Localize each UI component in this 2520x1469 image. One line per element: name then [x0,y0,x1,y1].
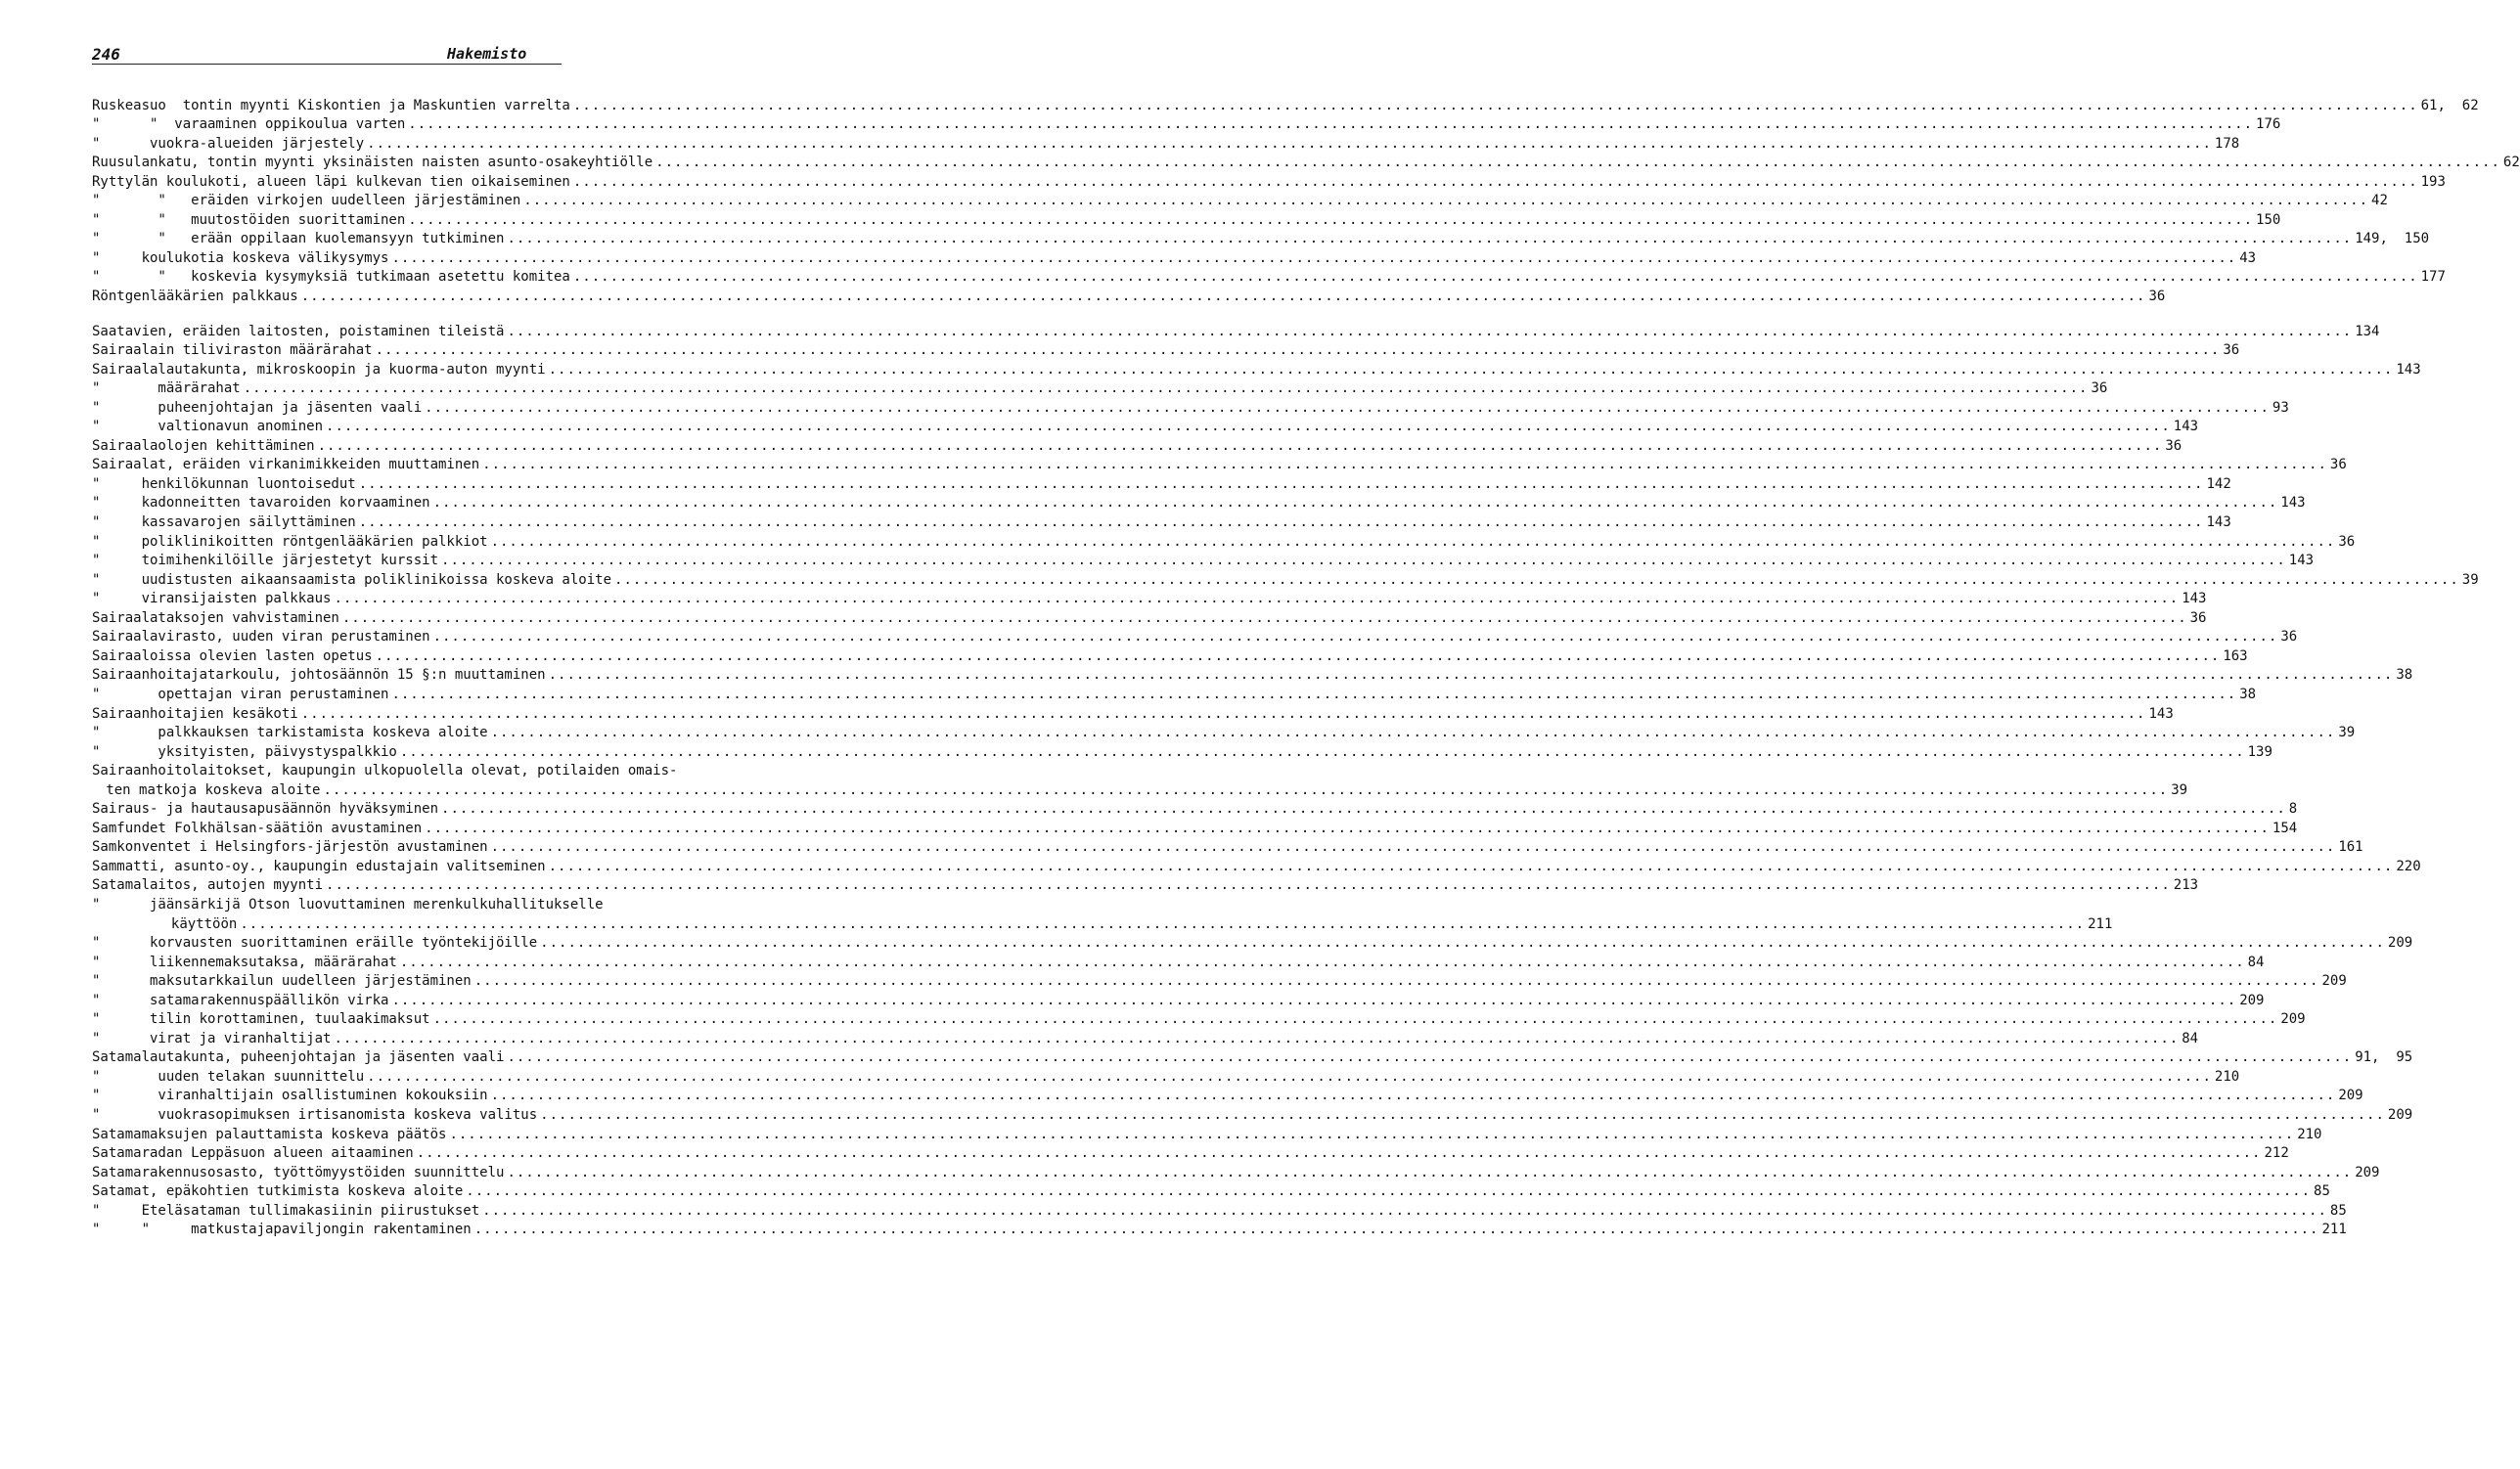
index-entry [92,190,2388,209]
index-entry [92,113,2281,133]
index-entry [92,683,2257,702]
entry-text: käyttöön [170,915,238,932]
entry-text: " " varaaminen oppikoulua varten [92,116,406,133]
leader-dots: ........................................................................................................................................................................................................ [473,973,2319,990]
entry-text: " uuden telakan suunnittelu [92,1068,365,1085]
entry-text: ten matkoja koskeva aloite [106,781,321,798]
leader-dots: ........................................................................................................................................................................................................ [367,135,2212,152]
index-entry [92,208,2281,228]
page-ref: 143 [2396,361,2421,378]
index-entry [92,550,2315,569]
index-entry [92,530,2356,550]
index-entry [92,246,2257,266]
page-ref: 85 [2329,1202,2347,1219]
entry-text: " vuokrasopimuksen irtisanomista koskeva valitus [92,1106,538,1123]
index-entry [92,472,2231,492]
page-ref: 36 [2338,533,2356,550]
entry-text: " kadonneitten tavaroiden korvaaminen [92,495,430,512]
leader-dots: ........................................................................................................................................................................................................ [441,553,2286,569]
leader-dots: ........................................................................................................................................................................................................ [391,686,2237,702]
page-ref: 209 [2355,1164,2380,1180]
leader-dots: ........................................................................................................................................................................................................ [466,1183,2312,1200]
page-ref: 36 [2189,609,2207,626]
page-ref: 61, 62 [2420,97,2479,113]
index-entry [92,951,2265,970]
entry-text: " liikennemaksutaksa, määrärahat [92,954,397,970]
page-ref: 210 [2297,1126,2322,1142]
leader-dots: ........................................................................................................................................................................................................ [507,1049,2353,1066]
page-ref: 209 [2387,1106,2413,1123]
page-ref: 134 [2355,323,2380,339]
entry-text: Sammatti, asunto-oy., kaupungin edustajain valitseminen [92,858,546,874]
page-ref: 38 [2239,686,2257,702]
page-ref: 209 [2321,973,2347,990]
index-entry [92,588,2207,607]
leader-dots: ........................................................................................................................................................................................................ [655,155,2500,171]
entry-text: Sairaanhoitajien kesäkoti [92,705,298,722]
leader-dots: ........................................................................................................................................................................................................ [482,1202,2327,1219]
index-entry [92,645,2248,664]
leader-dots: ........................................................................................................................................................................................................ [367,1068,2212,1085]
leader-dots: ........................................................................................................................................................................................................ [408,211,2254,228]
entry-text: " " eräiden virkojen uudelleen järjestäminen [92,193,521,209]
entry-text: " " matkustajapaviljongin rakentaminen [92,1222,472,1238]
page-ref: 36 [2148,289,2166,305]
page-ref: 62 [2502,155,2520,171]
entry-text: " viransijaisten palkkaus [92,591,332,607]
entry-text: Satamalaitos, autojen myynti [92,877,324,894]
index-entry [92,893,939,913]
entry-text: Ryttylän koulukoti, alueen läpi kulkevan tien oikaiseminen [92,173,570,190]
page-ref: 85 [2314,1183,2330,1200]
page-ref: 163 [2223,647,2248,664]
page-ref: 212 [2264,1145,2289,1162]
entry-text: Ruusulankatu, tontin myynti yksinäisten naisten asunto-osakeyhtiölle [92,155,653,171]
page-ref: 149, 150 [2355,231,2430,247]
entry-text: " koulukotia koskeva välikysymys [92,249,389,266]
index-entry [92,874,2199,894]
index-entry [92,760,939,779]
page-ref: 177 [2420,269,2446,286]
page-ref: 209 [2338,1088,2363,1104]
leader-dots: ........................................................................................................................................................................................................ [341,609,2187,626]
index-entry [92,1008,2306,1028]
index-entry [92,1065,2240,1085]
leader-dots: ........................................................................................................................................................................................................ [425,820,2270,836]
leader-dots: ........................................................................................................................................................................................................ [490,725,2336,741]
entry-text: " kassavarojen säilyttäminen [92,514,356,531]
index-list [92,94,2520,1238]
page-ref: 209 [2387,935,2413,952]
entry-text: Samfundet Folkhälsan-säätiön avustaminen [92,820,423,836]
page-ref: 150 [2256,211,2281,228]
entry-text: Satamamaksujen palauttamista koskeva päätös [92,1126,447,1142]
leader-dots: ........................................................................................................................................................................................................ [490,1088,2336,1104]
index-entry [92,722,2356,741]
page-ref: 154 [2272,820,2298,836]
entry-text: Ruskeasuo tontin myynti Kiskontien ja Maskuntien varrelta [92,97,570,113]
page-ref: 143 [2173,419,2199,435]
leader-dots: ........................................................................................................................................................................................................ [326,419,2171,435]
index-entry [92,1219,2347,1238]
leader-dots: ........................................................................................................................................................................................................ [490,839,2336,856]
page-ref: 211 [2321,1222,2347,1238]
leader-dots: ........................................................................................................................................................................................................ [507,1164,2353,1180]
entry-text: Röntgenlääkärien palkkaus [92,289,298,305]
page-ref: 36 [2329,457,2347,473]
page-ref: 143 [2182,591,2207,607]
header-rule [92,64,562,65]
page-ref: 84 [2182,1030,2199,1046]
page-ref: 143 [2148,705,2174,722]
page-ref: 142 [2206,475,2231,492]
entry-text: " virat ja viranhaltijat [92,1030,332,1046]
leader-dots: ........................................................................................................................................................................................................ [507,231,2353,247]
page-ref: 193 [2420,173,2446,190]
index-entry [92,1085,2363,1104]
index-entry [92,266,2446,286]
leader-dots: ........................................................................................................................................................................................................ [432,629,2278,645]
leader-dots: ........................................................................................................................................................................................................ [432,495,2278,512]
leader-dots: ........................................................................................................................................................................................................ [572,269,2418,286]
entry-text: " poliklinikoitten röntgenlääkärien palkkiot [92,533,488,550]
index-entry [92,228,2430,247]
page-ref: 161 [2338,839,2363,856]
index-entry [92,434,2182,454]
page-ref: 36 [2165,437,2182,454]
entry-text: " palkkauksen tarkistamista koskeva aloite [92,725,488,741]
entry-text: " toimihenkilöille järjestetyt kurssit [92,553,439,569]
page-ref: 36 [2223,342,2240,359]
entry-text: Sairaalalautakunta, mikroskoopin ja kuorma-auton myynti [92,361,546,378]
index-entry [92,94,2479,113]
leader-dots: ........................................................................................................................................................................................................ [334,1030,2180,1046]
entry-text: " viranhaltijain osallistuminen kokouksiin [92,1088,488,1104]
entry-text: " määrärahat [92,380,241,397]
entry-text: " " muutostöiden suorittaminen [92,211,406,228]
entry-text: " satamarakennuspäällikön virka [92,992,389,1008]
leader-dots: ........................................................................................................................................................................................................ [323,781,2169,798]
leader-dots: ........................................................................................................................................................................................................ [334,591,2180,607]
leader-dots: ........................................................................................................................................................................................................ [614,571,2459,588]
index-entry [92,1046,2413,1066]
leader-dots: ........................................................................................................................................................................................................ [572,97,2418,113]
index-entry [92,416,2199,435]
page-ref: 178 [2214,135,2240,152]
entry-text: Saatavien, eräiden laitosten, poistaminen tileistä [92,323,505,339]
page-ref: 43 [2239,249,2257,266]
leader-dots: ........................................................................................................................................................................................................ [449,1126,2295,1142]
index-entry [92,396,2289,416]
page-ref: 36 [2280,629,2298,645]
index-entry [92,836,2363,856]
index-entry [92,626,2298,645]
index-entry [92,152,2520,171]
entry-text: " valtionavun anominen [92,419,324,435]
entry-text: " " erään oppilaan kuolemansyyn tutkiminen [92,231,505,247]
page-ref: 139 [2247,743,2272,760]
page-ref: 209 [2280,1011,2306,1028]
index-entry [92,913,2113,932]
index-entry [92,511,2231,531]
leader-dots: ........................................................................................................................................................................................................ [548,858,2394,874]
leader-dots: ........................................................................................................................................................................................................ [425,399,2270,416]
leader-dots: ........................................................................................................................................................................................................ [375,647,2221,664]
leader-dots: ........................................................................................................................................................................................................ [375,342,2221,359]
entry-text: " vuokra-alueiden järjestely [92,135,365,152]
entry-text: " Eteläsataman tullimakasiinin piirustukset [92,1202,480,1219]
leader-dots: ........................................................................................................................................................................................................ [326,877,2171,894]
entry-text: Sairaanhoitajatarkoulu, johtosäännön 15 §:n muuttaminen [92,667,546,684]
leader-dots: ........................................................................................................................................................................................................ [399,743,2245,760]
page-ref: 143 [2288,553,2315,569]
entry-text: " opettajan viran perustaminen [92,686,389,702]
index-entry [92,817,2298,836]
leader-dots: ........................................................................................................................................................................................................ [473,1222,2319,1238]
leader-dots: ........................................................................................................................................................................................................ [548,361,2394,378]
entry-text: " " koskevia kysymyksiä tutkimaan asetettu komitea [92,269,570,286]
page-ref: 91, 95 [2355,1049,2413,1066]
index-entry [92,378,2108,397]
index-entry [92,740,2272,760]
leader-dots: ........................................................................................................................................................................................................ [300,705,2146,722]
index-entry [92,932,2413,952]
entry-text: " tilin korottaminen, tuulaakimaksut [92,1011,430,1028]
entry-text: Samkonventet i Helsingfors-järjestön avustaminen [92,839,488,856]
index-entry [92,132,2240,152]
entry-text: " yksityisten, päivystyspalkkio [92,743,397,760]
page-header [92,45,562,67]
index-entry [92,702,2174,722]
entry-text: " uudistusten aikaansaamista poliklinikoissa koskeva aloite [92,571,612,588]
leader-dots: ........................................................................................................................................................................................................ [399,954,2245,970]
page-ref: 38 [2396,667,2413,684]
running-title: Hakemisto [447,45,527,63]
leader-dots: ........................................................................................................................................................................................................ [416,1145,2262,1162]
leader-dots: ........................................................................................................................................................................................................ [240,915,2086,932]
index-entry [92,664,2413,684]
page-number: 246 [92,45,120,64]
page-ref: 210 [2214,1068,2240,1085]
page-ref: 211 [2088,915,2113,932]
index-entry [92,492,2306,512]
index-entry [92,358,2421,378]
index-entry [92,1027,2199,1046]
index-entry [92,970,2347,990]
leader-dots: ........................................................................................................................................................................................................ [540,1106,2385,1123]
page-ref: 143 [2206,514,2231,531]
page-ref: 213 [2173,877,2199,894]
index-entry [92,568,2479,588]
leader-dots: ........................................................................................................................................................................................................ [523,193,2369,209]
index-entry [92,320,2380,339]
leader-dots: ........................................................................................................................................................................................................ [358,475,2204,492]
page-ref: 84 [2247,954,2265,970]
leader-dots: ........................................................................................................................................................................................................ [317,437,2163,454]
entry-text: Satamaradan Leppäsuon alueen aitaaminen [92,1145,414,1162]
index-entry [92,855,2421,874]
index-entry [92,989,2265,1008]
index-entry [92,1161,2380,1180]
entry-text: Sairaaloissa olevien lasten opetus [92,647,373,664]
page-ref: 42 [2371,193,2388,209]
entry-text: Sairaalain tiliviraston määrärahat [92,342,373,359]
entry-text: Satamat, epäkohtien tutkimista koskeva aloite [92,1183,464,1200]
leader-dots: ........................................................................................................................................................................................................ [572,173,2418,190]
page-ref: 176 [2256,116,2281,133]
page-ref: 209 [2239,992,2265,1008]
leader-dots: ........................................................................................................................................................................................................ [391,992,2237,1008]
leader-dots: ........................................................................................................................................................................................................ [540,935,2385,952]
leader-dots: ........................................................................................................................................................................................................ [391,249,2237,266]
index-entry [92,1123,2322,1142]
index-entry [92,339,2240,359]
leader-dots: ........................................................................................................................................................................................................ [358,514,2204,531]
page-ref: 39 [2461,571,2479,588]
index-entry [92,1103,2413,1123]
leader-dots: ........................................................................................................................................................................................................ [408,116,2254,133]
page-ref: 220 [2396,858,2421,874]
entry-text: " henkilökunnan luontoisedut [92,475,356,492]
page-ref: 8 [2288,801,2298,818]
entry-text: Sairaanhoitolaitokset, kaupungin ulkopuolella olevat, potilaiden omais- [92,763,678,779]
entry-text: Satamarakennusosasto, työttömyystöiden suunnittelu [92,1164,505,1180]
leader-dots: ........................................................................................................................................................................................................ [548,667,2394,684]
index-entry [92,454,2347,473]
index-entry [92,285,2166,305]
entry-text: " puheenjohtajan ja jäsenten vaali [92,399,423,416]
leader-dots: ........................................................................................................................................................................................................ [441,801,2286,818]
index-entry [92,606,2207,626]
entry-text: Sairaalat, eräiden virkanimikkeiden muuttaminen [92,457,480,473]
index-entry [92,170,2446,190]
page-ref: 39 [2338,725,2356,741]
page-ref: 93 [2272,399,2289,416]
leader-dots: ........................................................................................................................................................................................................ [490,533,2336,550]
index-entry [92,1180,2330,1200]
entry-text: Sairaalataksojen vahvistaminen [92,609,339,626]
entry-text: " jäänsärkijä Otson luovuttaminen merenkulkuhallitukselle [92,896,604,913]
entry-text: Sairaalavirasto, uuden viran perustaminen [92,629,430,645]
leader-dots: ........................................................................................................................................................................................................ [507,323,2353,339]
page-ref: 39 [2171,781,2188,798]
leader-dots: ........................................................................................................................................................................................................ [482,457,2327,473]
index-entry [92,1199,2347,1219]
leader-dots: ........................................................................................................................................................................................................ [243,380,2089,397]
page-ref: 36 [2091,380,2108,397]
entry-text: " maksutarkkailun uudelleen järjestäminen [92,973,472,990]
entry-text: Sairaalaolojen kehittäminen [92,437,315,454]
index-entry [92,1142,2289,1162]
page-ref: 143 [2280,495,2306,512]
entry-text: Sairaus- ja hautausapusäännön hyväksyminen [92,801,439,818]
index-entry [92,779,2188,798]
index-entry [92,798,2298,818]
leader-dots: ........................................................................................................................................................................................................ [300,289,2146,305]
leader-dots: ........................................................................................................................................................................................................ [432,1011,2278,1028]
entry-text: " korvausten suorittaminen eräille työntekijöille [92,935,538,952]
entry-text: Satamalautakunta, puheenjohtajan ja jäsenten vaali [92,1049,505,1066]
